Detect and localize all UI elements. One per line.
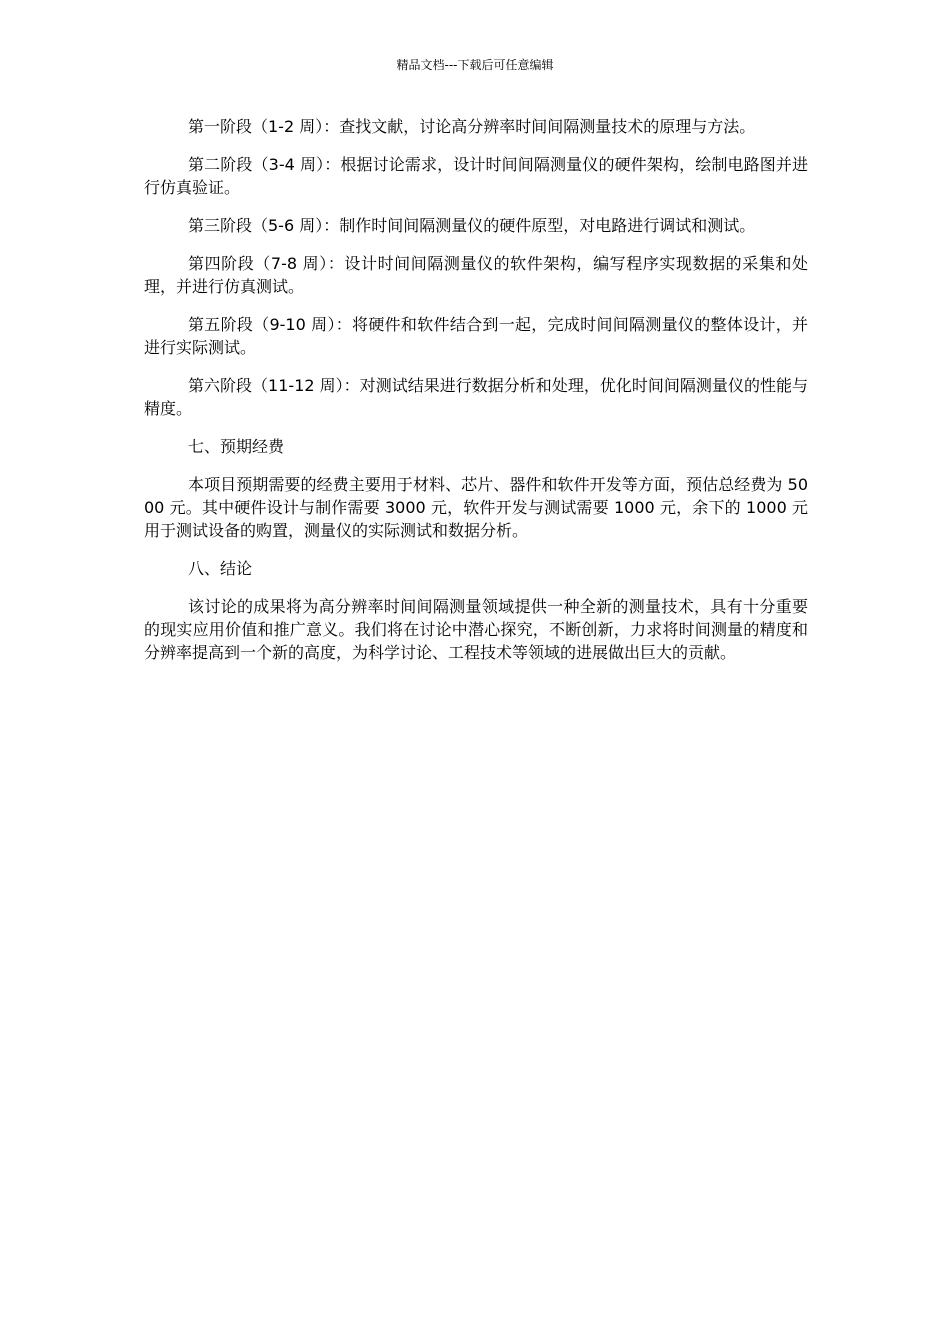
paragraph-budget: 本项目预期需要的经费主要用于材料、芯片、器件和软件开发等方面，预估总经费为 5000 元。其中硬件设计与制作需要 3000 元，软件开发与测试需要 1000 元，余下的 1000 元用于测试设备的购置，测量仪的实际测试和数据分析。 [144, 475, 808, 540]
page-header: 精品文档---下载后可任意编辑 [396, 58, 554, 72]
paragraph-phase-2: 第二阶段（3-4 周）：根据讨论需求，设计时间间隔测量仪的硬件架构，绘制电路图并进行仿真验证。 [144, 155, 808, 197]
paragraph-conclusion: 该讨论的成果将为高分辨率时间间隔测量领域提供一种全新的测量技术，具有十分重要的现实应用价值和推广意义。我们将在讨论中潜心探究，不断创新，力求将时间测量的精度和分辨率提高到一个新的高度，为科学讨论、工程技术等领域的进展做出巨大的贡献。 [144, 597, 808, 662]
section-heading-budget: 七、预期经费 [188, 437, 285, 456]
paragraph-phase-4: 第四阶段（7-8 周）：设计时间间隔测量仪的软件架构，编写程序实现数据的采集和处理，并进行仿真测试。 [144, 254, 808, 296]
section-heading-conclusion: 八、结论 [188, 559, 253, 578]
paragraph-phase-5: 第五阶段（9-10 周）：将硬件和软件结合到一起，完成时间间隔测量仪的整体设计，并进行实际测试。 [144, 315, 808, 357]
paragraph-phase-6: 第六阶段（11-12 周）：对测试结果进行数据分析和处理，优化时间间隔测量仪的性能与精度。 [144, 376, 808, 418]
document-body [144, 115, 808, 679]
paragraph-phase-3: 第三阶段（5-6 周）：制作时间间隔测量仪的硬件原型，对电路进行调试和测试。 [188, 216, 756, 235]
paragraph-phase-1: 第一阶段（1-2 周）：查找文献，讨论高分辨率时间间隔测量技术的原理与方法。 [188, 117, 756, 136]
